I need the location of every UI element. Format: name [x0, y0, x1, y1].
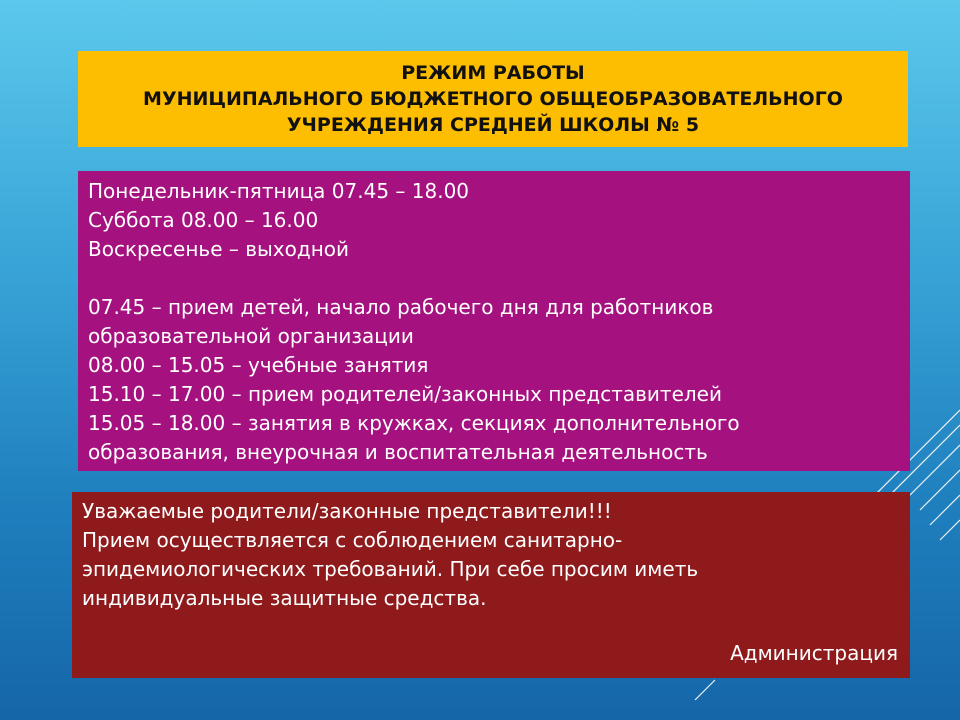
notice-text: индивидуальные защитные средства. — [82, 586, 487, 610]
notice-panel — [72, 492, 910, 678]
title-line-2: МУНИЦИПАЛЬНОГО БЮДЖЕТНОГО ОБЩЕОБРАЗОВАТЕЛЬНОГО — [143, 88, 843, 110]
title-line-1: РЕЖИМ РАБОТЫ — [401, 62, 585, 84]
schedule-detail: 08.00 – 15.05 – учебные занятия — [88, 353, 429, 377]
spacer — [88, 264, 900, 293]
notice-text: Прием осуществляется с соблюдением санитарно- — [82, 528, 623, 552]
notice-greeting: Уважаемые родители/законные представители!!! — [82, 499, 612, 523]
schedule-sunday: Воскресенье – выходной — [88, 237, 350, 261]
schedule-detail: 07.45 – прием детей, начало рабочего дня для работников — [88, 295, 714, 319]
title-banner — [78, 51, 908, 147]
schedule-detail: образовательной организации — [88, 324, 414, 348]
schedule-detail: 15.05 – 18.00 – занятия в кружках, секциях дополнительного — [88, 411, 740, 435]
schedule-panel — [78, 171, 910, 471]
title-line-3: УЧРЕЖДЕНИЯ СРЕДНЕЙ ШКОЛЫ № 5 — [286, 114, 700, 136]
schedule-weekdays: Понедельник-пятница 07.45 – 18.00 — [88, 179, 470, 203]
schedule-saturday: Суббота 08.00 – 16.00 — [88, 208, 319, 232]
schedule-detail: 15.10 – 17.00 – прием родителей/законных представителей — [88, 382, 722, 406]
notice-signature: Администрация — [730, 641, 898, 665]
notice-text: эпидемиологических требований. При себе просим иметь — [82, 557, 699, 581]
schedule-detail: образования, внеурочная и воспитательная деятельность — [88, 440, 708, 464]
